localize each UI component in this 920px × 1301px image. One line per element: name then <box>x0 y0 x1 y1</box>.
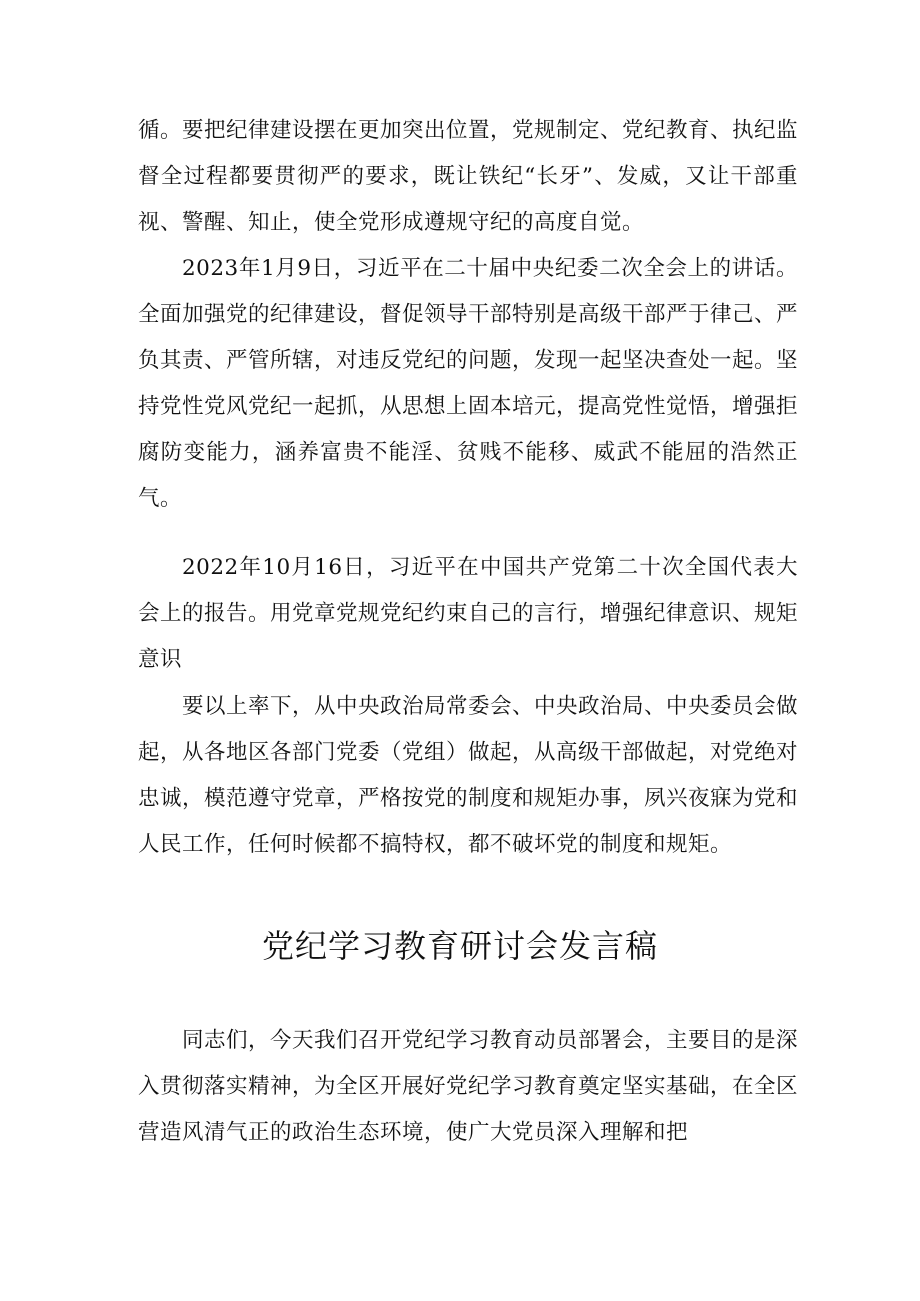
paragraph-speech-opening: 同志们，今天我们召开党纪学习教育动员部署会，主要目的是深入贯彻落实精神，为全区开展好党纪学习教育奠定坚实基础，在全区营造风清气正的政治生态环境，使广大党员深入理解和把 <box>138 1028 799 1145</box>
paragraph-2023-speech: 2023年1月9日，习近平在二十届中央纪委二次全会上的讲话。全面加强党的纪律建设，督促领导干部特别是高级干部严于律己、严负其责、严管所辖，对违反党纪的问题，发现一起坚决查处一起。坚持党性党风党纪一起抓，从思想上固本培元，提高党性觉悟，增强拒腐防变能力，涵养富贵不能淫、贫贱不能移、威武不能屈的浩然正气。 <box>138 256 799 511</box>
paragraph-continuation: 循。要把纪律建设摆在更加突出位置，党规制定、党纪教育、执纪监督全过程都要贯彻严的要求，既让铁纪“长牙”、发威，又让干部重视、警醒、知止，使全党形成遵规守纪的高度自觉。 <box>138 118 799 235</box>
paragraph-lead-by-example: 要以上率下，从中央政治局常委会、中央政治局、中央委员会做起，从各地区各部门党委（党组）做起，从高级干部做起，对党绝对忠诚，模范遵守党章，严格按党的制度和规矩办事，夙兴夜寐为党和人民工作，任何时候都不搞特权，都不破坏党的制度和规矩。 <box>138 694 799 857</box>
paragraph-2022-report: 2022年10月16日，习近平在中国共产党第二十次全国代表大会上的报告。用党章党规党纪约束自己的言行，增强纪律意识、规矩意识 <box>138 555 799 672</box>
document-title: 党纪学习教育研讨会发言稿 <box>261 927 658 965</box>
